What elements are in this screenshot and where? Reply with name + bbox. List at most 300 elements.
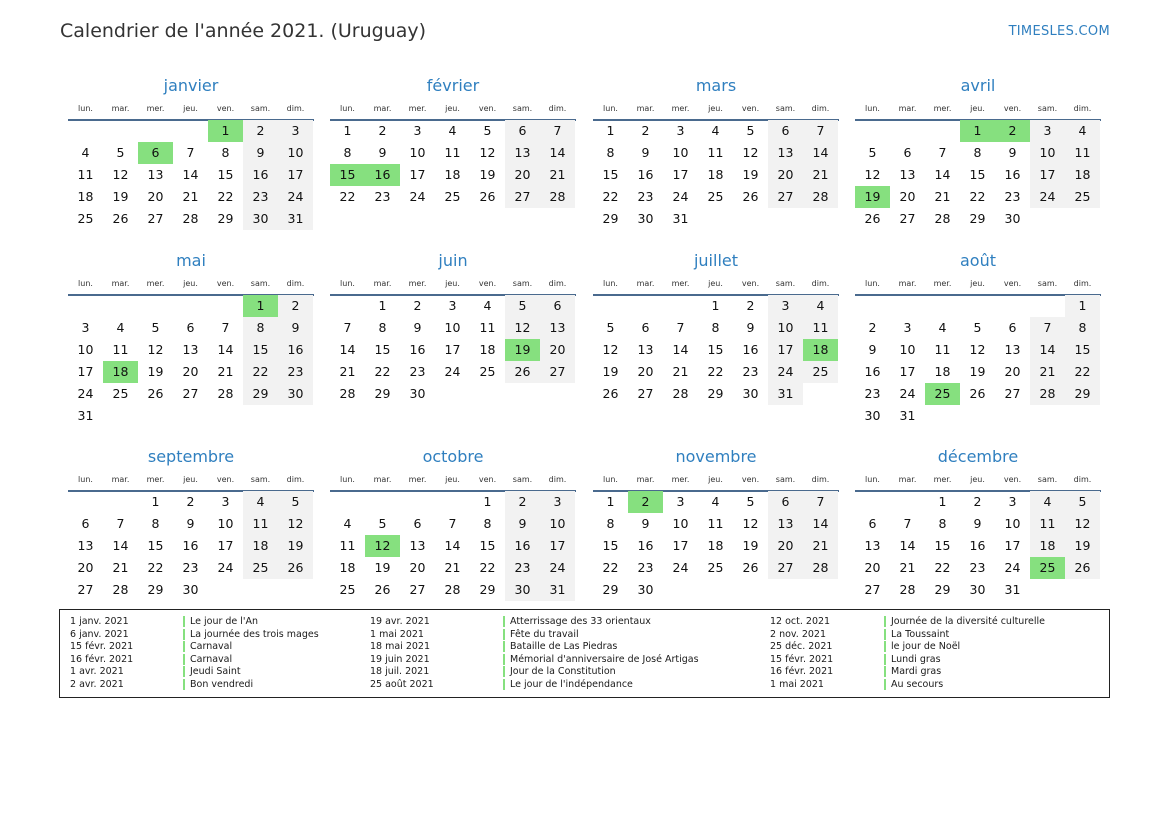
day-cell: 9 <box>378 145 387 160</box>
day-cell: 2 <box>973 494 982 509</box>
day-cell: 11 <box>77 167 94 182</box>
day-cell: 27 <box>768 557 803 579</box>
day-cell: 17 <box>768 339 803 361</box>
day-cell: 11 <box>444 145 461 160</box>
day-cell: 16 <box>505 535 540 557</box>
holiday-date: 25 août 2021 <box>370 678 434 690</box>
holiday-name: Jeudi Saint <box>183 666 241 677</box>
day-cell: 27 <box>409 582 426 597</box>
weekday-header: sam. <box>775 475 796 484</box>
weekday-header: mar. <box>111 475 130 484</box>
weekday-header: dim. <box>286 475 305 484</box>
day-cell: 11 <box>479 320 496 335</box>
day-cell: 10 <box>1030 142 1065 164</box>
day-cell: 1 <box>711 298 720 313</box>
day-cell: 20 <box>1004 364 1021 379</box>
day-cell: 23 <box>742 364 759 379</box>
holiday-date: 19 avr. 2021 <box>370 616 430 627</box>
day-cell: 23 <box>637 189 654 204</box>
month-name: juin <box>438 251 468 270</box>
holiday-name: Carnaval <box>183 654 232 665</box>
day-cell: 13 <box>409 538 426 553</box>
month-name: janvier <box>163 76 219 95</box>
weekday-header: dim. <box>1073 475 1092 484</box>
day-cell: 5 <box>868 145 877 160</box>
holiday-name: Jour de la Constitution <box>503 666 616 677</box>
day-cell: 17 <box>278 164 313 186</box>
day-cell: 8 <box>243 317 278 339</box>
day-cell: 7 <box>903 516 912 531</box>
holiday-date: 1 mai 2021 <box>370 628 424 640</box>
day-cell: 23 <box>864 386 881 401</box>
day-cell: 2 <box>413 298 422 313</box>
day-cell: 11 <box>707 516 724 531</box>
day-cell: 12 <box>479 145 496 160</box>
holiday-day-cell: 6 <box>138 142 173 164</box>
month-name: avril <box>960 76 996 95</box>
day-cell: 8 <box>711 320 720 335</box>
holiday-day-cell: 15 <box>330 164 365 186</box>
day-cell: 29 <box>969 211 986 226</box>
weekday-header: mar. <box>373 279 392 288</box>
day-cell: 7 <box>186 145 195 160</box>
day-cell: 19 <box>1065 535 1100 557</box>
day-cell: 14 <box>540 142 575 164</box>
holiday-day-cell: 12 <box>365 535 400 557</box>
day-cell: 23 <box>243 186 278 208</box>
day-cell: 11 <box>803 317 838 339</box>
day-cell: 5 <box>973 320 982 335</box>
day-cell: 15 <box>243 339 278 361</box>
day-cell: 24 <box>1004 560 1021 575</box>
weekday-header: dim. <box>811 104 830 113</box>
day-cell: 12 <box>969 342 986 357</box>
holiday-name: Carnaval <box>183 641 232 652</box>
day-cell: 24 <box>217 560 234 575</box>
day-cell: 29 <box>217 211 234 226</box>
day-cell: 26 <box>742 560 759 575</box>
weekday-header: mer. <box>933 104 952 113</box>
holiday-date: 2 nov. 2021 <box>770 628 826 640</box>
day-cell: 21 <box>934 189 951 204</box>
day-cell: 15 <box>1065 339 1100 361</box>
day-cell: 27 <box>540 361 575 383</box>
weekday-header: mer. <box>408 104 427 113</box>
day-cell: 2 <box>278 295 313 317</box>
day-cell: 4 <box>483 298 492 313</box>
day-cell: 6 <box>868 516 877 531</box>
day-cell: 5 <box>116 145 125 160</box>
day-cell: 22 <box>374 364 391 379</box>
day-cell: 27 <box>768 186 803 208</box>
day-cell: 13 <box>768 513 803 535</box>
day-cell: 27 <box>182 386 199 401</box>
day-cell: 12 <box>505 317 540 339</box>
day-cell: 25 <box>339 582 356 597</box>
day-cell: 28 <box>803 186 838 208</box>
day-cell: 31 <box>278 208 313 230</box>
day-cell: 12 <box>112 167 129 182</box>
day-cell: 1 <box>606 494 615 509</box>
day-cell: 23 <box>409 364 426 379</box>
weekday-header: mar. <box>898 279 917 288</box>
holiday-day-cell: 25 <box>1030 557 1065 579</box>
day-cell: 28 <box>672 386 689 401</box>
day-cell: 6 <box>81 516 90 531</box>
day-cell: 28 <box>182 211 199 226</box>
day-cell: 20 <box>637 364 654 379</box>
day-cell: 14 <box>803 513 838 535</box>
day-cell: 28 <box>339 386 356 401</box>
day-cell: 4 <box>938 320 947 335</box>
day-cell: 14 <box>444 538 461 553</box>
day-cell: 30 <box>637 582 654 597</box>
day-cell: 16 <box>637 167 654 182</box>
day-cell: 20 <box>147 189 164 204</box>
day-cell: 22 <box>934 560 951 575</box>
day-cell: 9 <box>243 142 278 164</box>
day-cell: 13 <box>147 167 164 182</box>
day-cell: 2 <box>243 120 278 142</box>
day-cell: 1 <box>378 298 387 313</box>
month-block <box>330 76 576 246</box>
holiday-name: La journée des trois mages <box>183 629 319 640</box>
day-cell: 18 <box>707 167 724 182</box>
holiday-name: Bon vendredi <box>183 679 253 690</box>
day-cell: 12 <box>147 342 164 357</box>
day-cell: 22 <box>969 189 986 204</box>
holiday-date: 1 janv. 2021 <box>70 616 129 627</box>
day-cell: 8 <box>1065 317 1100 339</box>
day-cell: 11 <box>243 513 278 535</box>
weekday-header: jeu. <box>708 279 723 288</box>
day-cell: 16 <box>182 538 199 553</box>
day-cell: 7 <box>803 491 838 513</box>
day-cell: 9 <box>973 516 982 531</box>
day-cell: 17 <box>217 538 234 553</box>
day-cell: 1 <box>343 123 352 138</box>
day-cell: 29 <box>147 582 164 597</box>
day-cell: 16 <box>969 538 986 553</box>
weekday-header: lun. <box>603 104 618 113</box>
day-cell: 4 <box>1065 120 1100 142</box>
day-cell: 4 <box>81 145 90 160</box>
month-block <box>68 251 314 421</box>
weekday-header: mar. <box>373 475 392 484</box>
weekday-header: mer. <box>933 279 952 288</box>
day-cell: 17 <box>672 538 689 553</box>
day-cell: 22 <box>602 560 619 575</box>
day-cell: 30 <box>864 408 881 423</box>
day-cell: 17 <box>1004 538 1021 553</box>
day-cell: 21 <box>1030 361 1065 383</box>
day-cell: 3 <box>413 123 422 138</box>
brand-link[interactable]: TIMESLES.COM <box>1008 24 1110 39</box>
day-cell: 2 <box>186 494 195 509</box>
day-cell: 5 <box>606 320 615 335</box>
day-cell: 11 <box>339 538 356 553</box>
day-cell: 9 <box>641 516 650 531</box>
day-cell: 8 <box>483 516 492 531</box>
day-cell: 2 <box>641 123 650 138</box>
weekday-header: sam. <box>512 104 533 113</box>
month-block <box>855 76 1101 246</box>
day-cell: 19 <box>479 167 496 182</box>
day-cell: 31 <box>77 408 94 423</box>
day-cell: 31 <box>768 383 803 405</box>
month-block <box>330 447 576 617</box>
day-cell: 5 <box>505 295 540 317</box>
day-cell: 29 <box>479 582 496 597</box>
day-cell: 6 <box>768 491 803 513</box>
holiday-name: Lundi gras <box>884 654 941 665</box>
holiday-name: Mémorial d'anniversaire de José Artigas <box>503 654 699 665</box>
month-name: septembre <box>147 447 235 466</box>
weekday-header: mar. <box>898 104 917 113</box>
weekday-header: sam. <box>250 279 271 288</box>
day-cell: 1 <box>606 123 615 138</box>
weekday-header: lun. <box>603 475 618 484</box>
day-cell: 3 <box>540 491 575 513</box>
day-cell: 9 <box>413 320 422 335</box>
day-cell: 4 <box>1030 491 1065 513</box>
weekday-header: ven. <box>216 104 235 113</box>
day-cell: 14 <box>182 167 199 182</box>
weekday-header: sam. <box>512 475 533 484</box>
day-cell: 6 <box>1008 320 1017 335</box>
page-title: Calendrier de l'année 2021. (Uruguay) <box>60 20 427 42</box>
day-cell: 8 <box>606 145 615 160</box>
day-cell: 10 <box>278 142 313 164</box>
day-cell: 28 <box>934 211 951 226</box>
day-cell: 21 <box>217 364 234 379</box>
day-cell: 29 <box>602 211 619 226</box>
day-cell: 27 <box>864 582 881 597</box>
day-cell: 30 <box>1004 211 1021 226</box>
holiday-name: le jour de Noël <box>884 641 960 652</box>
month-block <box>593 76 839 246</box>
weekday-header: mar. <box>111 104 130 113</box>
day-cell: 22 <box>217 189 234 204</box>
day-cell: 20 <box>899 189 916 204</box>
weekday-header: ven. <box>216 475 235 484</box>
day-cell: 1 <box>483 494 492 509</box>
weekday-header: ven. <box>1003 279 1022 288</box>
day-cell: 4 <box>448 123 457 138</box>
day-cell: 18 <box>77 189 94 204</box>
weekday-header: ven. <box>741 475 760 484</box>
day-cell: 9 <box>868 342 877 357</box>
holiday-date: 19 juin 2021 <box>370 653 430 665</box>
day-cell: 17 <box>899 364 916 379</box>
weekday-header: dim. <box>286 279 305 288</box>
month-block <box>593 447 839 617</box>
day-cell: 26 <box>505 361 540 383</box>
holiday-name: Mardi gras <box>884 666 941 677</box>
weekday-header: jeu. <box>970 104 985 113</box>
day-cell: 10 <box>672 145 689 160</box>
day-cell: 19 <box>112 189 129 204</box>
day-cell: 9 <box>186 516 195 531</box>
day-cell: 29 <box>934 582 951 597</box>
day-cell: 20 <box>540 339 575 361</box>
weekday-header: mer. <box>408 475 427 484</box>
month-block <box>855 447 1101 617</box>
day-cell: 29 <box>602 582 619 597</box>
month-name: décembre <box>937 447 1019 466</box>
month-name: août <box>959 251 996 270</box>
day-cell: 17 <box>540 535 575 557</box>
weekday-header: dim. <box>1073 279 1092 288</box>
weekday-header: lun. <box>865 475 880 484</box>
day-cell: 8 <box>221 145 230 160</box>
weekday-header: mar. <box>111 279 130 288</box>
weekday-header: ven. <box>216 279 235 288</box>
holiday-name: Le jour de l'indépendance <box>503 679 633 690</box>
day-cell: 5 <box>746 123 755 138</box>
weekday-header: lun. <box>603 279 618 288</box>
day-cell: 18 <box>444 167 461 182</box>
day-cell: 17 <box>444 342 461 357</box>
weekday-header: ven. <box>478 475 497 484</box>
day-cell: 22 <box>243 361 278 383</box>
day-cell: 14 <box>1030 339 1065 361</box>
weekday-header: sam. <box>775 104 796 113</box>
weekday-header: dim. <box>1073 104 1092 113</box>
holiday-day-cell: 16 <box>365 164 400 186</box>
day-cell: 3 <box>221 494 230 509</box>
weekday-header: mar. <box>636 279 655 288</box>
day-cell: 10 <box>77 342 94 357</box>
day-cell: 6 <box>186 320 195 335</box>
day-cell: 22 <box>707 364 724 379</box>
day-cell: 27 <box>1004 386 1021 401</box>
day-cell: 14 <box>112 538 129 553</box>
day-cell: 30 <box>505 579 540 601</box>
day-cell: 7 <box>676 320 685 335</box>
day-cell: 21 <box>182 189 199 204</box>
day-cell: 9 <box>746 320 755 335</box>
weekday-header: jeu. <box>445 279 460 288</box>
day-cell: 22 <box>1065 361 1100 383</box>
weekday-header: jeu. <box>183 279 198 288</box>
day-cell: 10 <box>409 145 426 160</box>
day-cell: 4 <box>711 123 720 138</box>
weekday-header: jeu. <box>970 475 985 484</box>
day-cell: 2 <box>505 491 540 513</box>
day-cell: 30 <box>243 208 278 230</box>
day-cell: 22 <box>339 189 356 204</box>
weekday-header: ven. <box>1003 475 1022 484</box>
day-cell: 29 <box>374 386 391 401</box>
day-cell: 26 <box>969 386 986 401</box>
month-block <box>68 447 314 617</box>
weekday-header: mer. <box>671 104 690 113</box>
holiday-date: 18 juil. 2021 <box>370 666 430 678</box>
day-cell: 26 <box>147 386 164 401</box>
day-cell: 26 <box>112 211 129 226</box>
day-cell: 13 <box>540 317 575 339</box>
weekday-header: ven. <box>1003 104 1022 113</box>
day-cell: 3 <box>676 123 685 138</box>
weekday-header: jeu. <box>708 475 723 484</box>
day-cell: 16 <box>637 538 654 553</box>
day-cell: 28 <box>803 557 838 579</box>
weekday-header: sam. <box>250 104 271 113</box>
day-cell: 21 <box>899 560 916 575</box>
day-cell: 11 <box>707 145 724 160</box>
day-cell: 10 <box>444 320 461 335</box>
day-cell: 11 <box>112 342 129 357</box>
day-cell: 11 <box>1030 513 1065 535</box>
day-cell: 18 <box>479 342 496 357</box>
weekday-header: dim. <box>286 104 305 113</box>
day-cell: 7 <box>1030 317 1065 339</box>
day-cell: 18 <box>934 364 951 379</box>
day-cell: 20 <box>768 535 803 557</box>
day-cell: 18 <box>707 538 724 553</box>
day-cell: 31 <box>672 211 689 226</box>
holiday-day-cell: 2 <box>995 120 1030 142</box>
day-cell: 4 <box>711 494 720 509</box>
day-cell: 3 <box>903 320 912 335</box>
day-cell: 29 <box>707 386 724 401</box>
day-cell: 6 <box>768 120 803 142</box>
day-cell: 28 <box>899 582 916 597</box>
holiday-day-cell: 18 <box>803 339 838 361</box>
day-cell: 28 <box>112 582 129 597</box>
month-name: octobre <box>422 447 484 466</box>
weekday-header: lun. <box>340 104 355 113</box>
day-cell: 6 <box>540 295 575 317</box>
holiday-day-cell: 19 <box>855 186 890 208</box>
weekday-header: ven. <box>478 279 497 288</box>
weekday-header: dim. <box>548 279 567 288</box>
weekday-header: sam. <box>1037 475 1058 484</box>
weekday-header: lun. <box>340 279 355 288</box>
day-cell: 24 <box>77 386 94 401</box>
holiday-name: La Toussaint <box>884 629 949 640</box>
day-cell: 10 <box>217 516 234 531</box>
day-cell: 29 <box>1065 383 1100 405</box>
month-name: mai <box>176 251 206 270</box>
day-cell: 3 <box>1008 494 1017 509</box>
day-cell: 14 <box>899 538 916 553</box>
holiday-date: 15 févr. 2021 <box>70 641 134 653</box>
day-cell: 12 <box>1065 513 1100 535</box>
holiday-day-cell: 2 <box>628 491 663 513</box>
day-cell: 16 <box>1004 167 1021 182</box>
day-cell: 7 <box>938 145 947 160</box>
day-cell: 8 <box>343 145 352 160</box>
day-cell: 25 <box>77 211 94 226</box>
day-cell: 21 <box>339 364 356 379</box>
day-cell: 31 <box>899 408 916 423</box>
day-cell: 1 <box>1065 295 1100 317</box>
day-cell: 23 <box>374 189 391 204</box>
weekday-header: ven. <box>478 104 497 113</box>
day-cell: 9 <box>505 513 540 535</box>
holiday-date: 12 oct. 2021 <box>770 616 831 627</box>
day-cell: 25 <box>707 189 724 204</box>
holiday-name: Fête du travail <box>503 629 579 640</box>
day-cell: 26 <box>374 582 391 597</box>
day-cell: 8 <box>606 516 615 531</box>
weekday-header: sam. <box>1037 104 1058 113</box>
weekday-header: sam. <box>250 475 271 484</box>
day-cell: 17 <box>409 167 426 182</box>
day-cell: 31 <box>540 579 575 601</box>
